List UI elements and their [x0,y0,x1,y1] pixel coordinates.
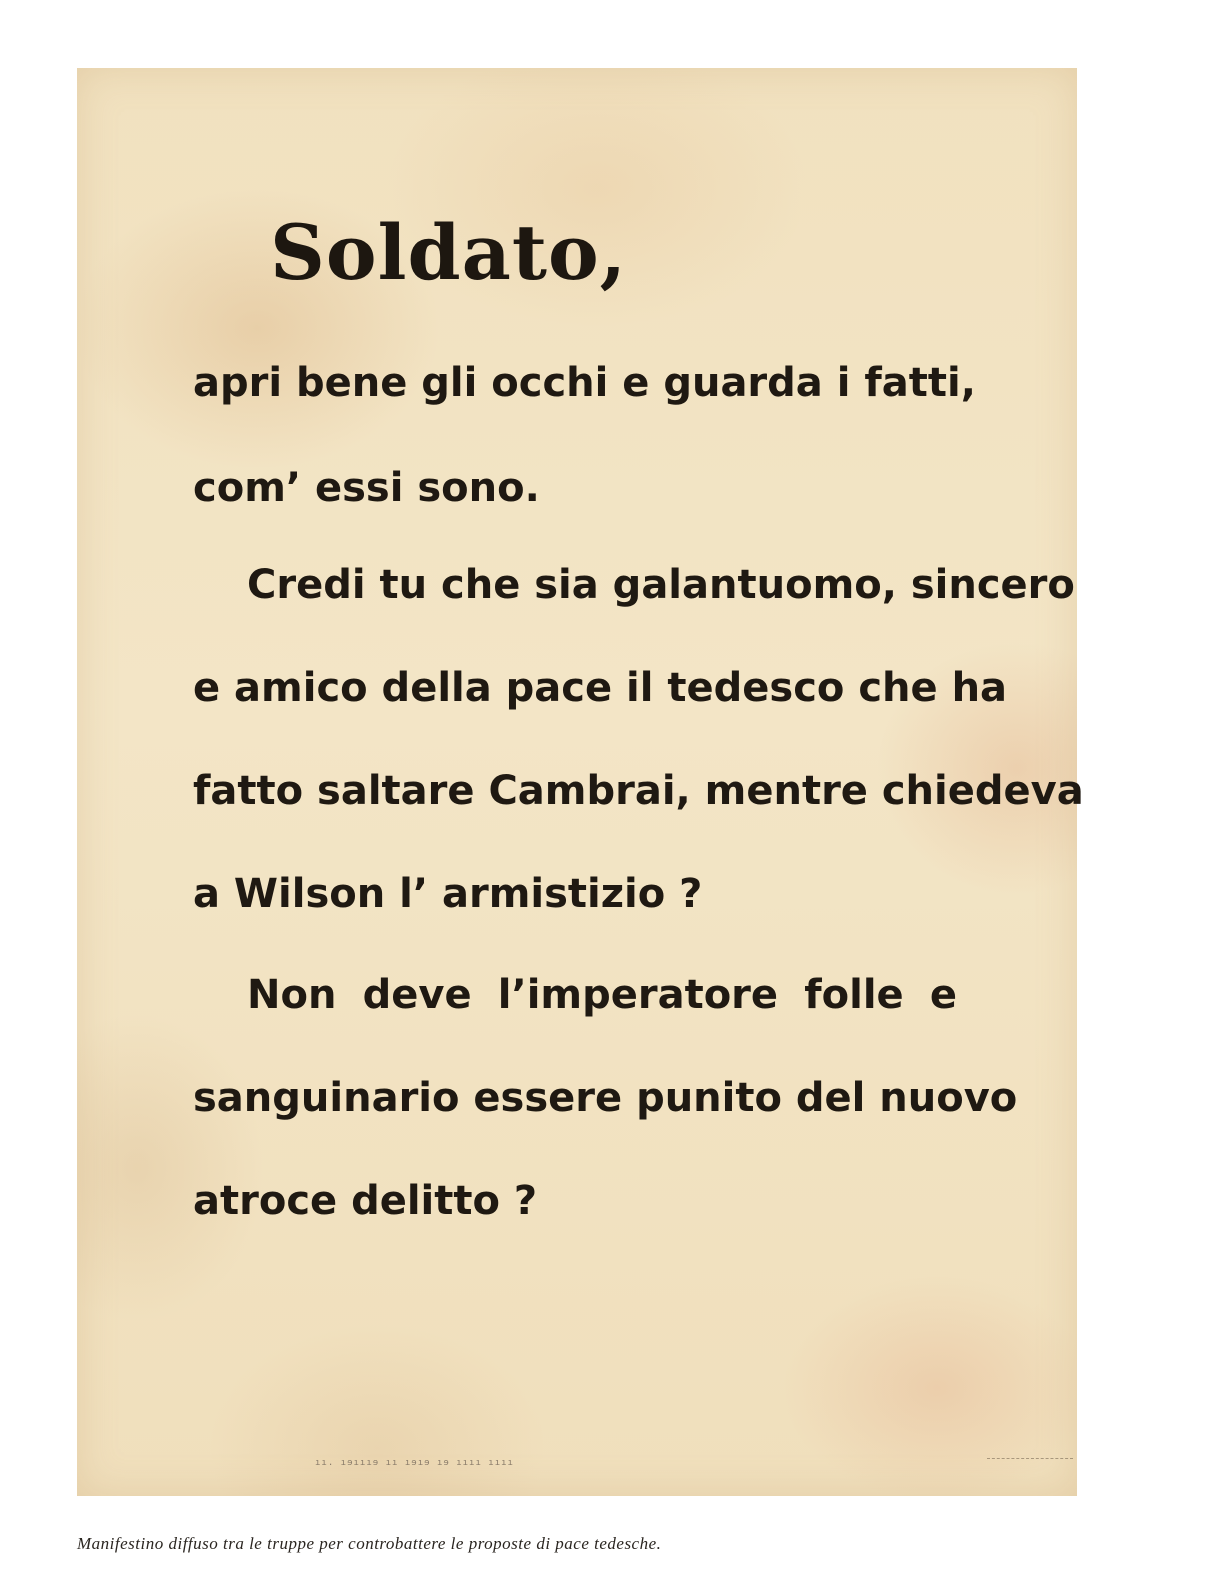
printer-stamp: ıı. ıɘıııɘ ıı ıɘıɘ ıɘ ıııı ıııı [315,1458,514,1468]
leaflet-title: Soldato, [270,208,628,297]
text-line-8: sanguinario essere punito del nuovo [193,1075,1018,1121]
text-line-6: a Wilson l’ armistizio ? [193,871,703,917]
text-line-7: Non deve l’imperatore folle e [247,972,957,1018]
dashed-rule [987,1458,1073,1459]
figure-caption: Manifestino diffuso tra le truppe per controbattere le proposte di pace tedesche. [77,1534,662,1553]
text-line-4: e amico della pace il tedesco che ha [193,665,1008,711]
text-line-3: Credi tu che sia galantuomo, sincero [247,562,1075,608]
text-line-2: com’ essi sono. [193,465,540,511]
text-line-1: apri bene gli occhi e guarda i fatti, [193,360,976,406]
text-line-5: fatto saltare Cambrai, mentre chiedeva [193,768,1084,814]
text-line-9: atroce delitto ? [193,1178,538,1224]
leaflet [77,68,1084,1496]
